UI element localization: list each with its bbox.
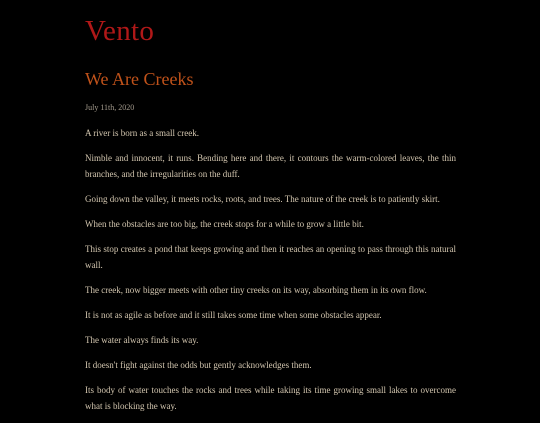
post-body bbox=[85, 125, 456, 423]
paragraph: Going down the valley, it meets rocks, roots, and trees. The nature of the creek is to patiently skirt. bbox=[85, 194, 440, 204]
paragraph: Nimble and innocent, it runs. Bending here and there, it contours the warm-colored leaves, the thin branches, and the irregularities on the duff. bbox=[85, 153, 456, 179]
paragraph: The water always finds its way. bbox=[85, 335, 199, 345]
post-date: July 11th, 2020 bbox=[85, 103, 135, 112]
site-title-link[interactable]: Vento bbox=[85, 15, 155, 47]
paragraph: Its body of water touches the rocks and trees while taking its time growing small lakes to overcome what is blocking the way. bbox=[85, 385, 456, 411]
paragraph: When the obstacles are too big, the creek stops for a while to grow a little bit. bbox=[85, 219, 364, 229]
paragraph: This stop creates a pond that keeps growing and then it reaches an opening to pass through this natural wall. bbox=[85, 244, 456, 270]
paragraph: It is not as agile as before and it still takes some time when some obstacles appear. bbox=[85, 310, 382, 320]
paragraph: It doesn't fight against the odds but gently acknowledges them. bbox=[85, 360, 312, 370]
paragraph: A river is born as a small creek. bbox=[85, 128, 199, 138]
paragraph: The creek, now bigger meets with other tiny creeks on its way, absorbing them in its own flow. bbox=[85, 285, 427, 295]
post-title: We Are Creeks bbox=[85, 69, 194, 89]
